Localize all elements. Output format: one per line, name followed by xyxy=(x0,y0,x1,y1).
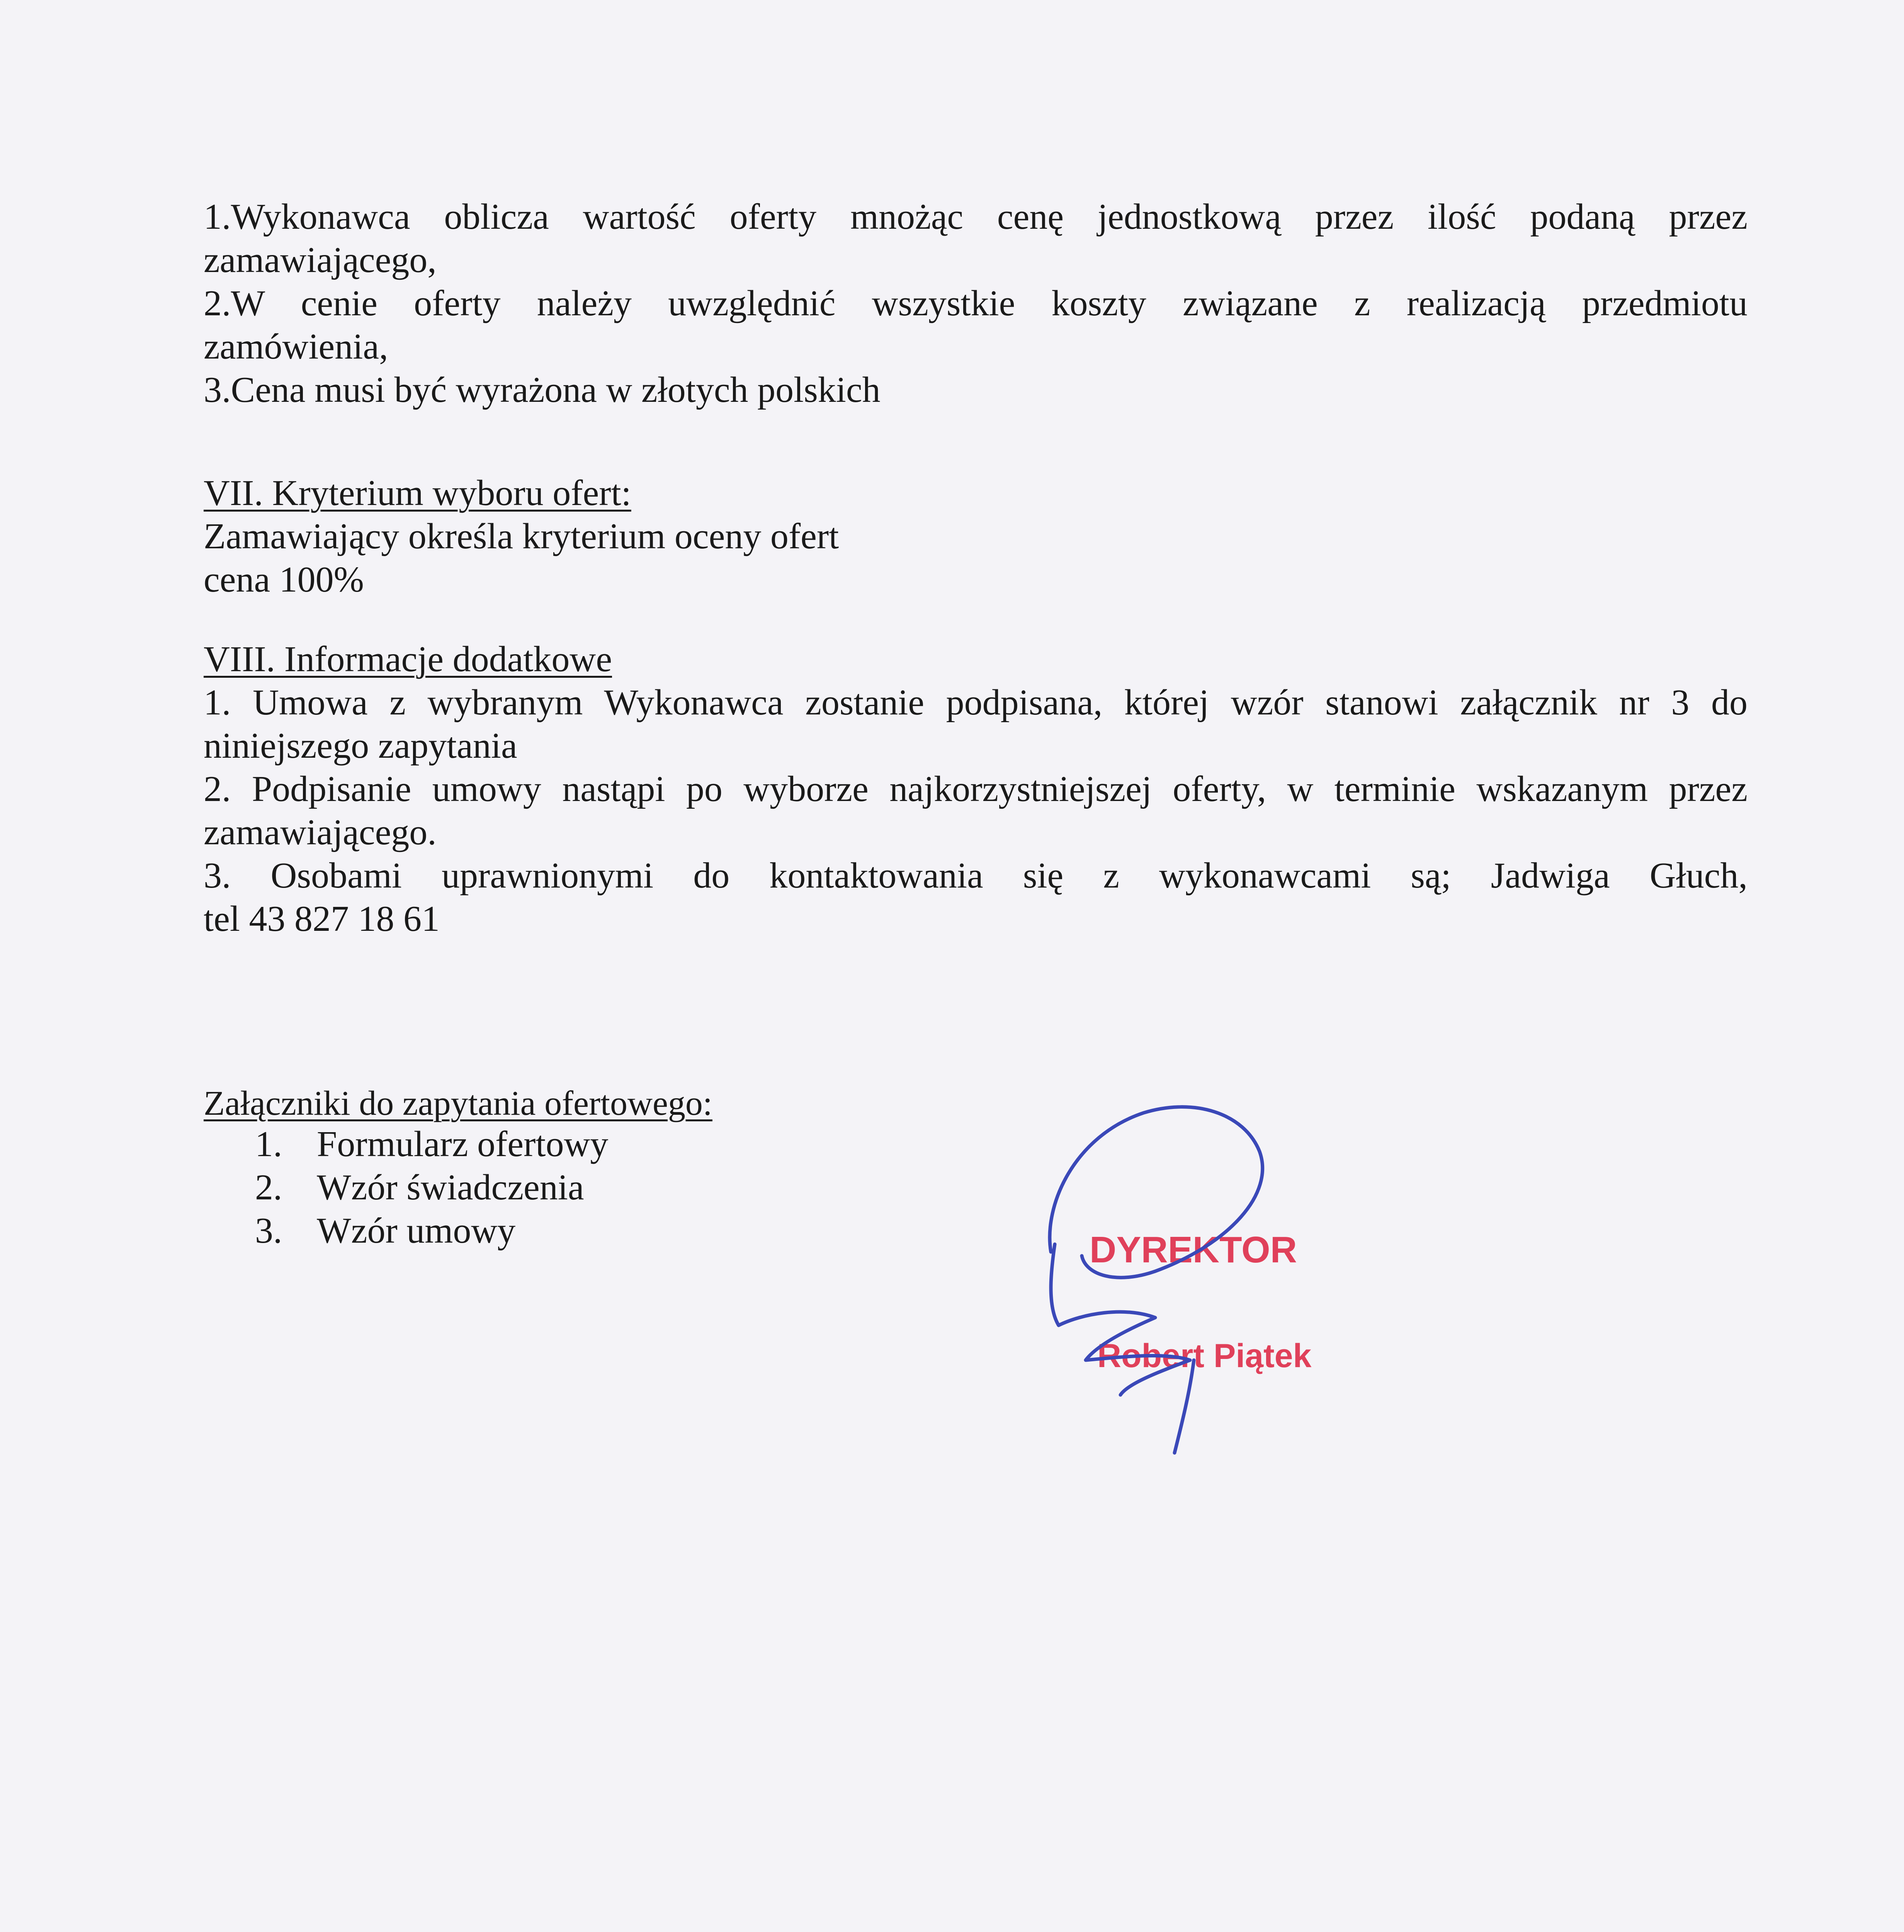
paragraph-line: tel 43 827 18 61 xyxy=(204,899,440,939)
section-vii-criteria xyxy=(204,471,1748,601)
list-item-label: Formularz ofertowy xyxy=(317,1124,609,1164)
paragraph-line: 1. Umowa z wybranym Wykonawca zostanie podpisana, której wzór stanowi załącznik nr 3 do xyxy=(204,682,1748,723)
paragraph-line: 1.Wykonawca oblicza wartość oferty mnożąc cenę jednostkową przez ilość podaną przez xyxy=(204,197,1748,237)
handwritten-signature xyxy=(1028,1090,1337,1461)
paragraph-line: 3. Osobami uprawnionymi do kontaktowania się z wykonawcami są; Jadwiga Głuch, xyxy=(204,855,1748,896)
list-item xyxy=(255,1122,608,1166)
section-heading: VIII. Informacje dodatkowe xyxy=(204,639,612,679)
attachments-heading-block xyxy=(204,1082,1748,1125)
paragraph-line: zamówienia, xyxy=(204,327,388,367)
paragraph-line: niniejszego zapytania xyxy=(204,726,517,766)
section-vi-price-rules xyxy=(204,195,1748,412)
list-item-label: Wzór umowy xyxy=(317,1211,516,1251)
attachments-heading: Załączniki do zapytania ofertowego: xyxy=(204,1084,712,1122)
list-item-number: 1. xyxy=(255,1124,282,1164)
stamp-name: Robert Piątek xyxy=(1097,1337,1312,1374)
paragraph-line: Zamawiający określa kryterium oceny ofert xyxy=(204,516,839,556)
stamp-title: DYREKTOR xyxy=(1090,1229,1297,1270)
paragraph-line: 2.W cenie oferty należy uwzględnić wszystkie koszty związane z realizacją przedmiotu xyxy=(204,283,1748,323)
paragraph-line: cena 100% xyxy=(204,560,364,600)
section-heading: VII. Kryterium wyboru ofert: xyxy=(204,473,631,513)
attachments-list xyxy=(255,1122,608,1252)
paragraph-line: 2. Podpisanie umowy nastąpi po wyborze najkorzystniejszej oferty, w terminie wskazanym przez xyxy=(204,769,1748,809)
list-item-number: 3. xyxy=(255,1211,282,1251)
paragraph-line: 3.Cena musi być wyrażona w złotych polskich xyxy=(204,370,881,410)
paragraph-line: zamawiającego. xyxy=(204,812,437,852)
list-item xyxy=(255,1166,608,1209)
list-item-label: Wzór świadczenia xyxy=(317,1167,584,1208)
list-item xyxy=(255,1209,608,1252)
paragraph-line: zamawiającego, xyxy=(204,240,437,280)
list-item-number: 2. xyxy=(255,1167,282,1208)
section-viii-additional-info xyxy=(204,638,1748,940)
